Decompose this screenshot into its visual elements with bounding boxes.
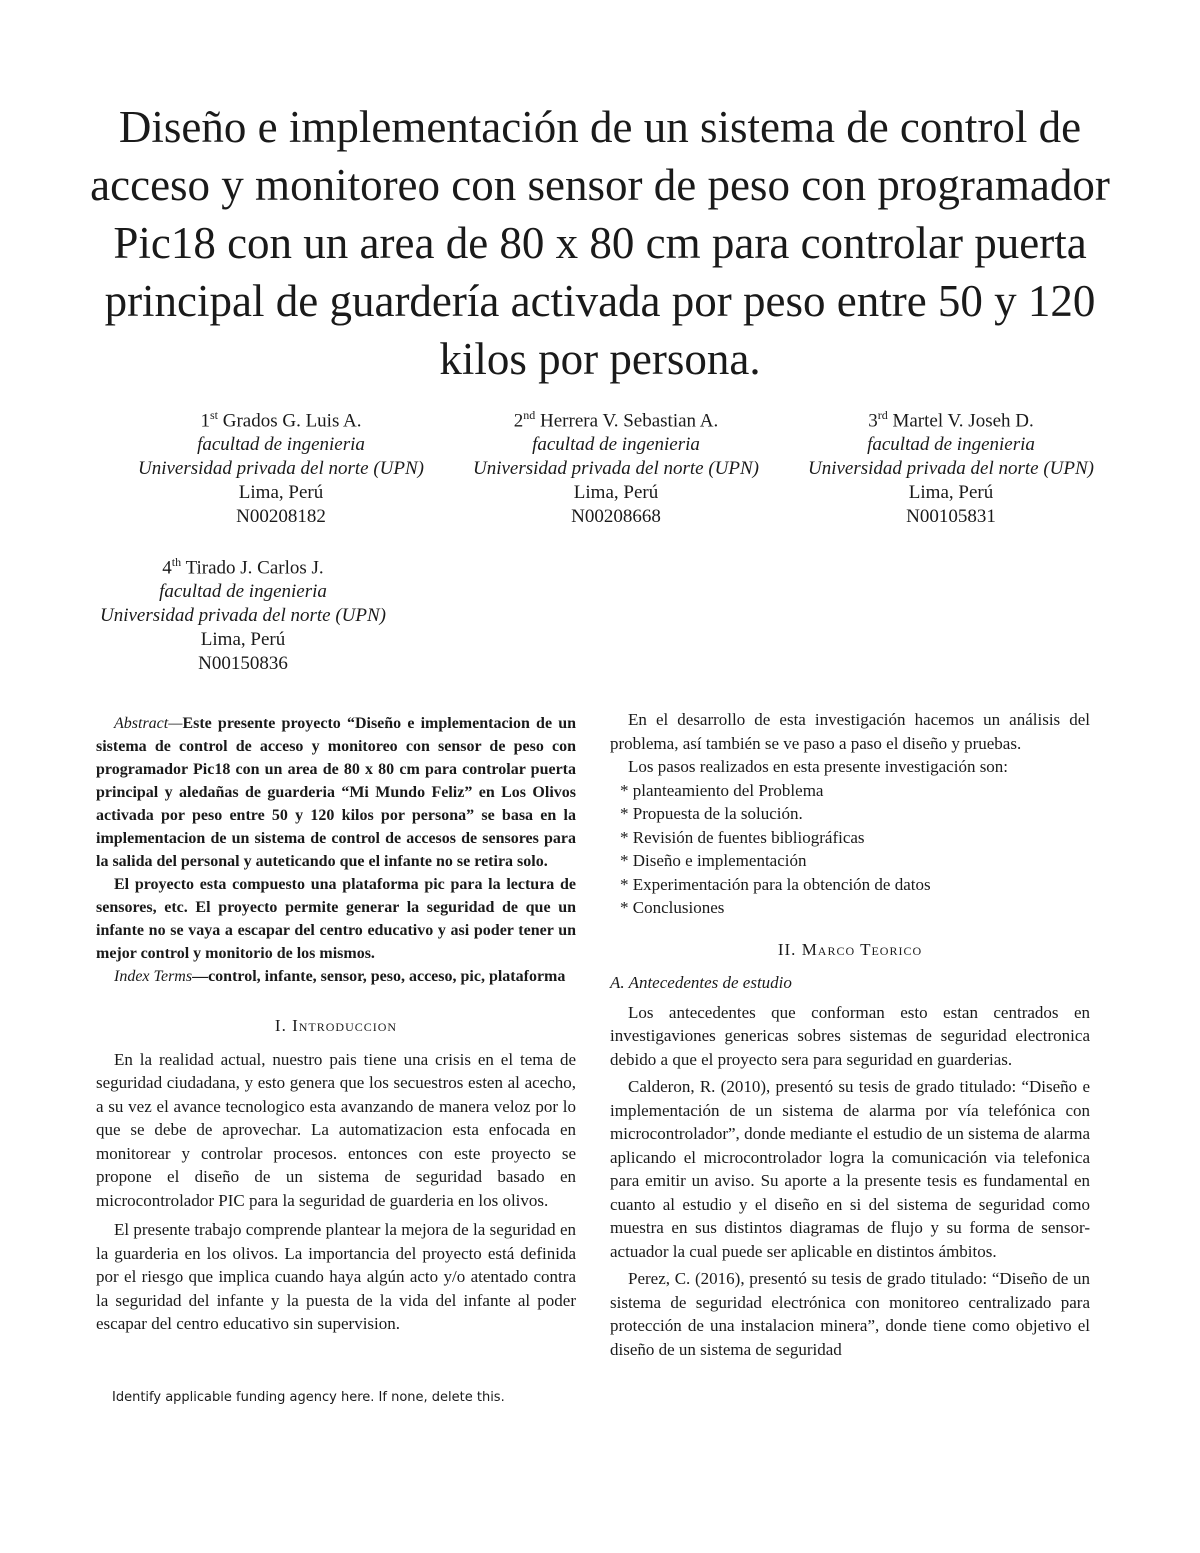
author-block [78,550,408,676]
author-city: Lima, Perú [908,482,994,504]
paragraph: Los pasos realizados en esta presente investigación son: [628,757,1009,776]
author-faculty: facultad de ingenieria [197,434,365,456]
left-column [96,712,576,1336]
author-id: N00208668 [571,506,661,528]
author-faculty: facultad de ingenieria [867,434,1035,456]
section-heading: I. Introduccion [274,1016,398,1035]
index-terms [96,965,576,988]
subsection-heading: A. Antecedentes de estudio [610,973,792,992]
author-city: Lima, Perú [573,482,659,504]
author-university: Universidad privada del norte (UPN) [137,458,424,480]
author-block [116,403,446,529]
index-terms-label: Index Terms [114,968,193,985]
abstract-text-2: El proyecto esta compuesto una plataforma pic para la lectura de sensores, etc. El proyecto permite generar la seguridad de que un infante no se vaya a escapar del centro educativo y asi poder tener un mejor control y monitorio de los mismos. [96,876,576,962]
author-university: Universidad privada del norte (UPN) [807,458,1094,480]
right-column [610,708,1090,1361]
author-university: Universidad privada del norte (UPN) [99,605,386,627]
author-block [451,403,781,529]
section-heading: II. Marco Teorico [777,939,923,959]
author-block [786,403,1116,529]
author-id: N00208182 [236,506,326,528]
list-item: * Experimentación para la obtención de datos [620,874,931,894]
paragraph: Los antecedentes que conforman esto estan centrados en investigaviones genericas sobres sistemas de seguridad electronica debido a que el proyecto sera para seguridad en guarderias. [610,1002,1090,1069]
abstract-label: Abstract— [114,715,183,732]
list-item: * planteamiento del Problema [620,780,824,800]
list-item: * Propuesta de la solución. [620,804,803,823]
author-city: Lima, Perú [238,482,324,504]
author-university: Universidad privada del norte (UPN) [472,458,759,480]
paragraph: Calderon, R. (2010), presentó su tesis de grado titulado: “Diseño e implementación de un sistema de alarma por vía telefónica con microcontrolador”, donde mediante el estudio de un sistema de alarma aplicando el microcontrolador logra la comunicación via telefonica para emitir un aviso. Su aporte a la presente tesis es fundamental en cuanto al estudio y el diseño en si del sistema de seguridad como muestra en sus distintos diagramas de flujo y su forma de sensor-actuador la cual puede ser aplicable en distintos ámbitos. [610,1077,1090,1261]
footnote: Identify applicable funding agency here. If none, delete this. [112,1390,505,1405]
paragraph: Perez, C. (2016), presentó su tesis de grado titulado: “Diseño de un sistema de seguridad electrónica con monitoreo centralizado para protección de una instalacion minera”, donde tiene como objetivo el diseño de un sistema de seguridad [610,1269,1090,1359]
author-id: N00150836 [198,653,288,675]
author-city: Lima, Perú [200,629,286,651]
paragraph: En la realidad actual, nuestro pais tiene una crisis en el tema de seguridad ciudadana, y esto genera que los secuestros esten al acecho, a su vez el avance tecnologico esta avanzando de manera veloz por lo que se debe de aprovechar. La automatizacion esta enfocada en monitorear y controlar procesos. entonces con este proyecto se propone el diseño de un sistema de seguridad basado en microcontrolador PIC para la seguridad de guarderia en los olivos. [96,1049,576,1210]
author-name: 2nd Herrera V. Sebastian A. [513,408,719,432]
list-item: * Revisión de fuentes bibliográficas [620,827,865,847]
author-faculty: facultad de ingenieria [532,434,700,456]
steps-list [610,779,1090,920]
paper-title: Diseño e implementación de un sistema de control de acceso y monitoreo con sensor de peso con programador Pic18 con un area de 80 x 80 cm para controlar puerta principal de guardería activada por peso entre 50 y 120 kilos por persona. [90,102,1110,384]
list-item: * Diseño e implementación [620,851,807,870]
author-name: 4th Tirado J. Carlos J. [162,555,324,579]
paragraph: En el desarrollo de esta investigación hacemos un análisis del problema, así también se ve paso a paso el diseño y pruebas. [610,710,1090,753]
abstract-text: Este presente proyecto “Diseño e implementacion de un sistema de control de acceso y monitoreo con sensor de peso con programador Pic18 con un area de 80 x 80 cm para controlar puerta principal y aledañas de guarderia “Mi Mundo Feliz” en Los Olivos activada por peso entre 50 y 120 kilos por persona” se basa en la implementacion de un sistema de control de accesos de sensores para la salida del personal y auteticando que el infante no se retira solo. [96,715,576,870]
paragraph: El presente trabajo comprende plantear la mejora de la seguridad en la guarderia en los olivos. La importancia del proyecto está definida por el riesgo que implica cuando haya algún acto y/o atentado contra la seguridad del infante y la puesta de la vida del infante al poder escapar del centro educativo sin supervision. [96,1220,576,1333]
list-item: * Conclusiones [620,898,725,917]
abstract [96,712,576,873]
index-terms-text: —control, infante, sensor, peso, acceso, pic, plataforma [192,968,566,985]
author-faculty: facultad de ingenieria [159,581,327,603]
author-name: 3rd Martel V. Joseh D. [868,408,1034,432]
author-id: N00105831 [906,506,996,528]
author-name: 1st Grados G. Luis A. [200,408,362,432]
